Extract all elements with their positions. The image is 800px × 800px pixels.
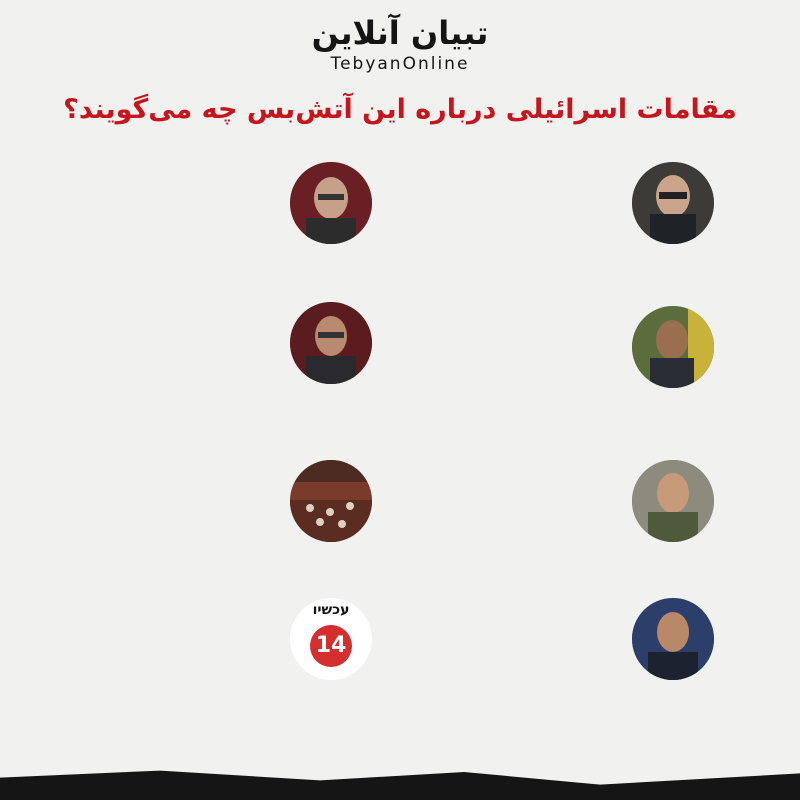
avatar-photo [290, 302, 372, 384]
brand-latin-name: TebyanOnline [330, 54, 470, 74]
avatar-photo [290, 162, 372, 244]
avatar-photo [632, 306, 714, 388]
avatar-photo [290, 460, 372, 542]
avatar-photo [632, 598, 714, 680]
avatar-photo [632, 162, 714, 244]
page-title: مقامات اسرائیلی درباره این آتش‌بس چه می‌گویند؟ [63, 94, 737, 125]
avatar-photo [632, 460, 714, 542]
channel-14-logo: עכשיו 14 [290, 598, 372, 680]
brand-logo: تبیان آنلاین [311, 14, 489, 52]
